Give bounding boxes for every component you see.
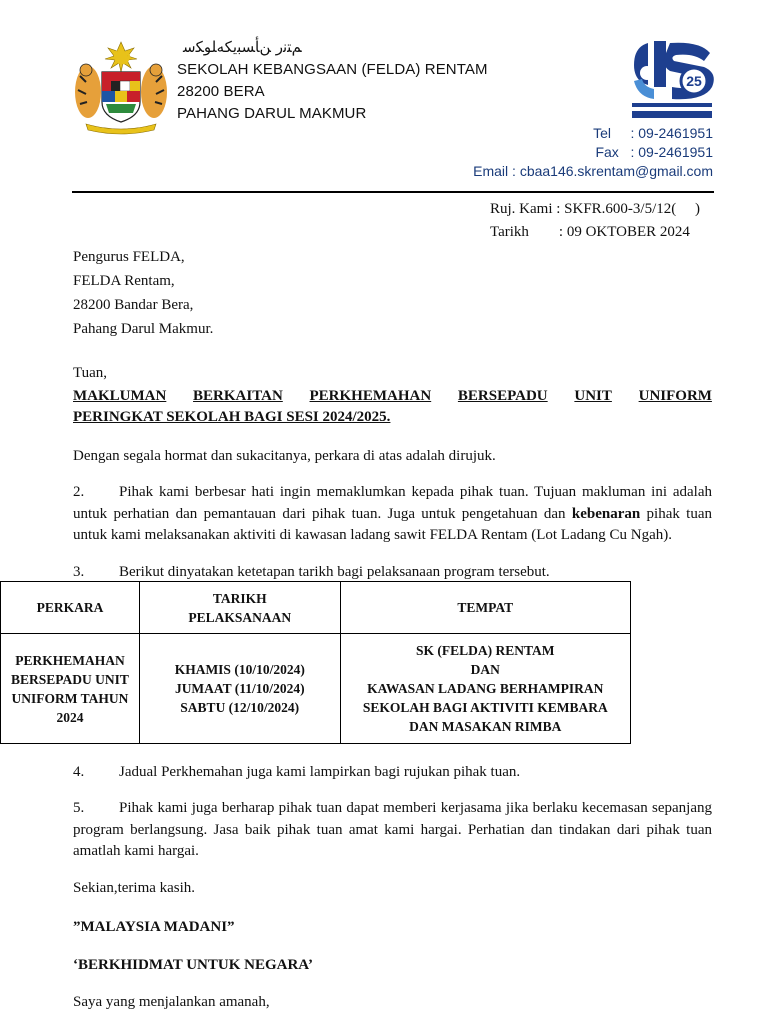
reference-number: Ruj. Kami : SKFR.600-3/5/12( ) [490, 201, 701, 217]
place-line: DAN MASAKAN RIMBA [409, 719, 562, 734]
recipient-line: 28200 Bandar Bera, [73, 297, 194, 313]
cell-perkara: PERKHEMAHAN BERSEPADU UNIT UNIFORM TAHUN 2024 [1, 634, 140, 744]
place-line: DAN [470, 662, 500, 677]
cell-tarikh [139, 634, 340, 744]
table-row [1, 634, 631, 744]
recipient-line: Pengurus FELDA, [73, 249, 185, 265]
paragraph-number: 3. [73, 564, 85, 580]
school-name: SEKOLAH KEBANGSAAN (FELDA) RENTAM [177, 61, 488, 78]
closing-thanks: Sekian,terima kasih. [73, 880, 196, 896]
header-tempat: TEMPAT [340, 582, 630, 634]
salutation: Tuan, [73, 365, 108, 381]
school-state: PAHANG DARUL MAKMUR [177, 105, 367, 122]
school-name-jawi: ﻢﺘﻧﺭ ﻦﺄﺴﺒﻳﻜﻪﻠﻮﻜﺳ [183, 38, 302, 56]
paragraph-number: 4. [73, 764, 85, 780]
school-postcode: 28200 BERA [177, 83, 265, 100]
paragraph-2 [73, 482, 712, 547]
date-line: JUMAAT (11/10/2024) [174, 681, 305, 696]
date-line: SABTU (12/10/2024) [180, 700, 300, 715]
program-logo-icon [630, 37, 714, 121]
paragraph-4-text: Jadual Perkhemahan juga kami lampirkan bagi rujukan pihak tuan. [119, 764, 521, 780]
subject-word: PERKHEMAHAN [309, 388, 432, 404]
paragraph-4 [73, 762, 712, 784]
paragraph-number: 5. [73, 800, 85, 816]
recipient-line: FELDA Rentam, [73, 273, 175, 289]
program-table [0, 581, 631, 744]
logo-number: 25 [686, 73, 702, 89]
subject-word: BERKAITAN [193, 388, 283, 404]
fax-number: Fax : 09-2461951 [595, 144, 713, 160]
table-header-row [1, 582, 631, 634]
header-perkara: PERKARA [1, 582, 140, 634]
subject-line-2: PERINGKAT SEKOLAH BAGI SESI 2024/2025. [73, 409, 391, 425]
opening-paragraph: Dengan segala hormat dan sukacitanya, perkara di atas adalah dirujuk. [73, 448, 496, 464]
paragraph-2-text-a: Pihak kami berbesar hati ingin memaklumkan kepada pihak tuan. Tujuan makluman ini adalah untuk perhatian dan pemantauan dari pihak tuan. Juga untuk pengetahuan dan [73, 484, 712, 522]
motto-berkhidmat: ‘BERKHIDMAT UNTUK NEGARA’ [73, 957, 314, 973]
malaysia-coat-of-arms-icon [72, 40, 170, 136]
recipient-line: Pahang Darul Makmur. [73, 321, 214, 337]
subject-word: MAKLUMAN [73, 388, 167, 404]
signoff: Saya yang menjalankan amanah, [73, 994, 270, 1010]
motto-malaysia-madani: ”MALAYSIA MADANI” [73, 919, 235, 935]
header-divider [72, 191, 714, 193]
subject-word: BERSEPADU [457, 388, 548, 404]
cell-tempat [340, 634, 630, 744]
paragraph-3-text: Berikut dinyatakan ketetapan tarikh bagi pelaksanaan program tersebut. [119, 564, 550, 580]
paragraph-2-text-b: pihak tuan untuk kami melaksanakan aktiviti di kawasan ladang sawit FELDA Rentam (Lot Ladang Cu Ngah). [73, 505, 712, 543]
email-address[interactable]: Email : cbaa146.skrentam@gmail.com [473, 163, 713, 179]
paragraph-number: 2. [73, 484, 85, 500]
date-line: KHAMIS (10/10/2024) [174, 662, 305, 677]
place-line: SK (FELDA) RENTAM [416, 643, 555, 658]
letter-date: Tarikh : 09 OKTOBER 2024 [490, 224, 690, 240]
recipient-address [73, 245, 213, 341]
letter-subject [73, 386, 712, 428]
place-line: KAWASAN LADANG BERHAMPIRAN [367, 681, 604, 696]
place-line: SEKOLAH BAGI AKTIVITI KEMBARA [362, 700, 608, 715]
paragraph-5-text: Pihak kami juga berharap pihak tuan dapat memberi kerjasama jika berlaku kecemasan sepanjang program berlangsung. Jasa baik pihak tuan amat kami hargai. Perhatian dan tindakan dari pihak tuan amatlah kami hargai. [73, 800, 712, 859]
subject-word: UNIFORM [638, 388, 712, 404]
telephone-number: Tel : 09-2461951 [593, 125, 713, 141]
header-tarikh: TARIKH PELAKSANAAN [139, 582, 340, 634]
paragraph-2-bold: kebenaran [571, 505, 641, 522]
paragraph-5 [73, 798, 712, 863]
subject-word: UNIT [574, 388, 612, 404]
